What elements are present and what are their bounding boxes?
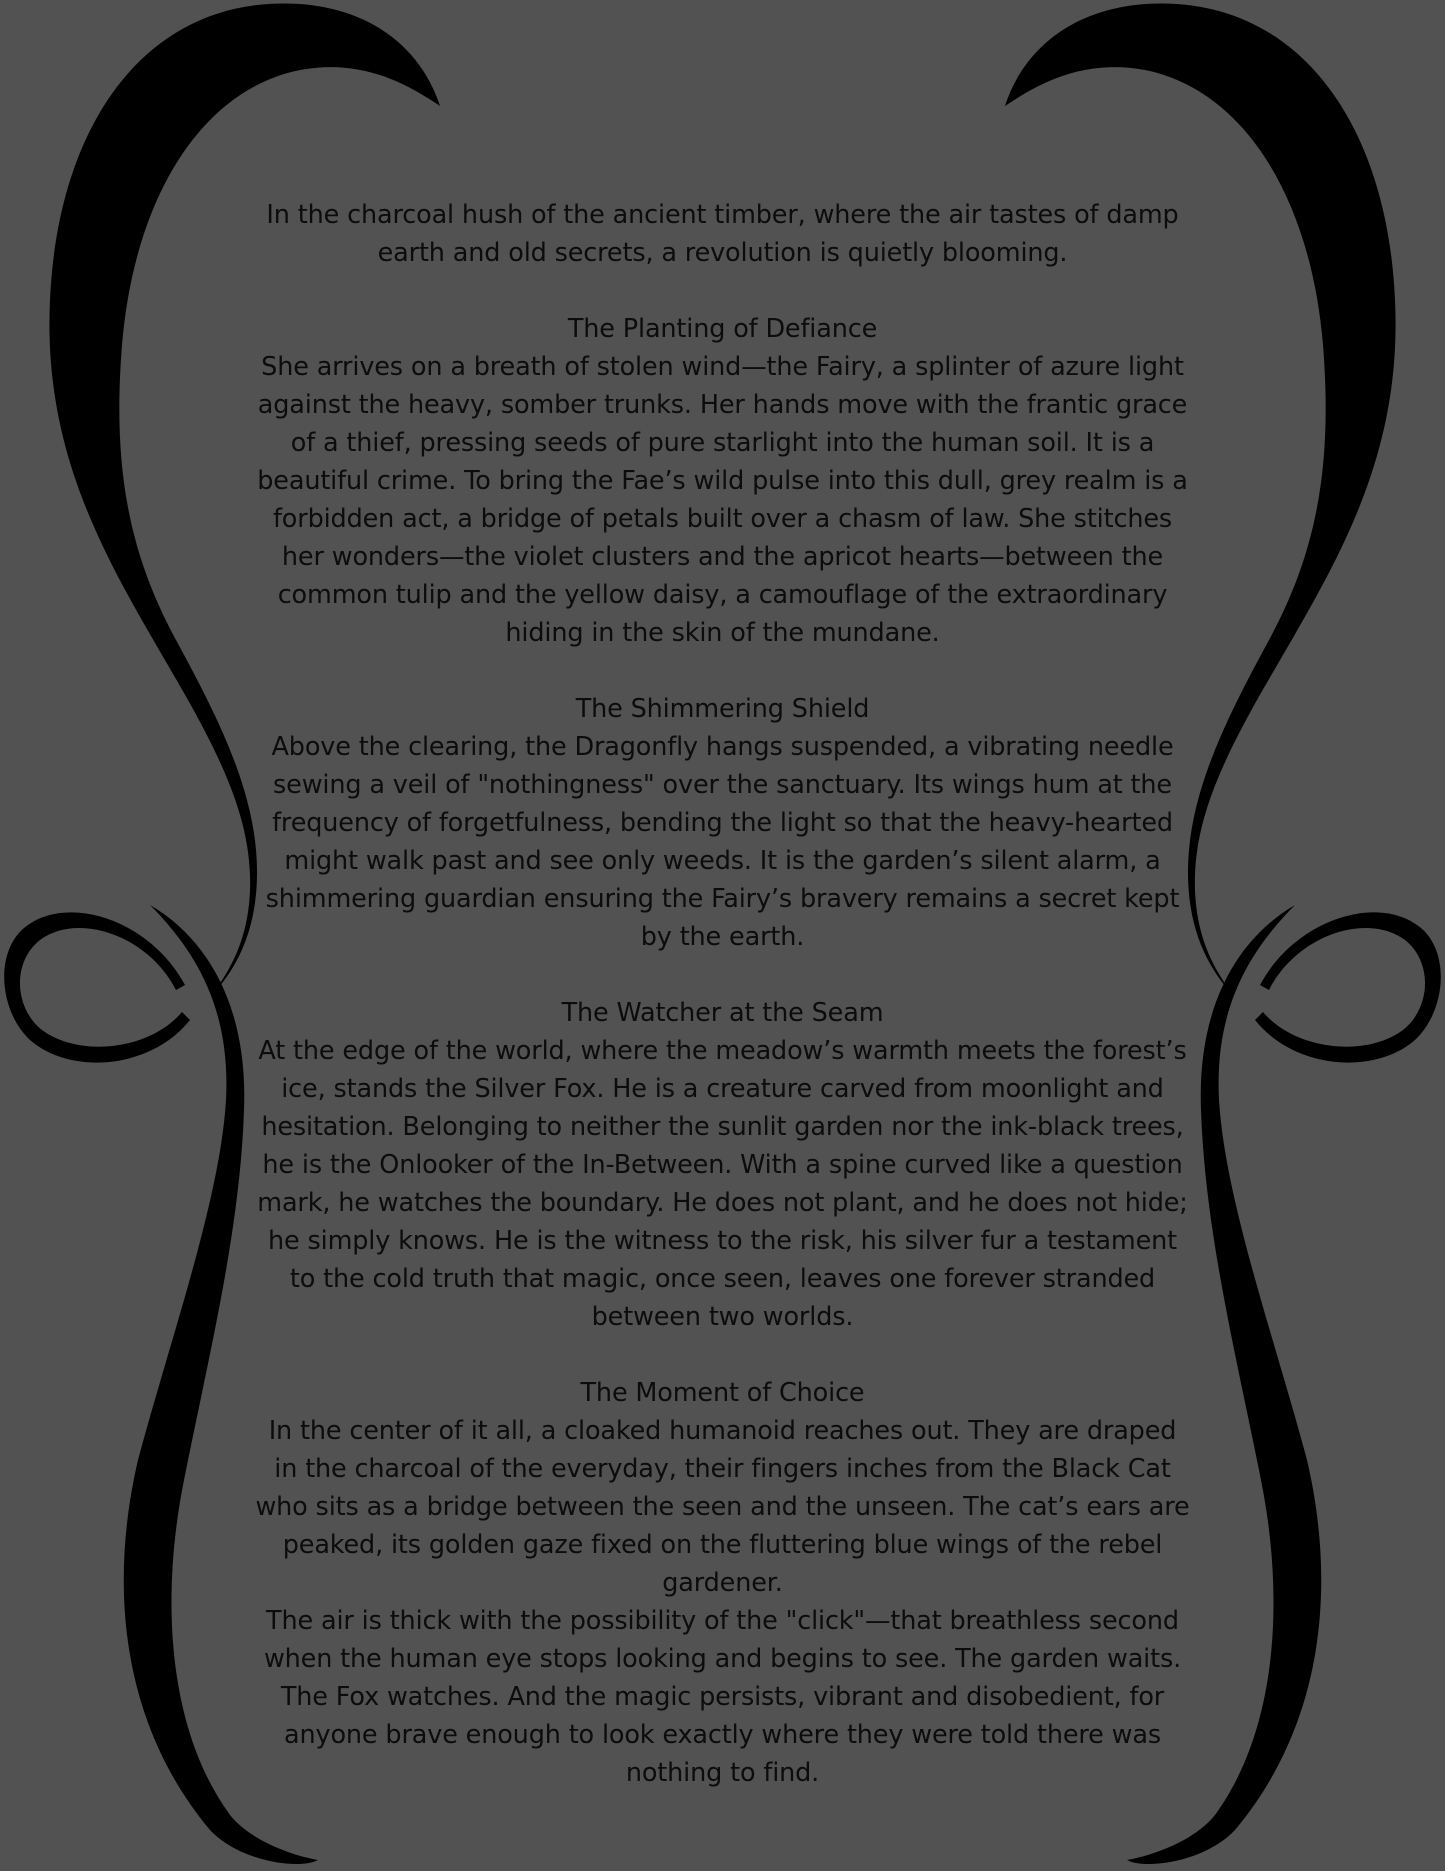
intro-paragraph: In the charcoal hush of the ancient timber, where the air tastes of damp earth and old secrets, a revolution is quietly blooming. [266, 200, 1179, 268]
section-heading-watcher: The Watcher at the Seam [561, 998, 884, 1028]
story-text [255, 196, 1190, 1792]
section-paragraph-watcher: At the edge of the world, where the meadow’s warmth meets the forest’s ice, stands the Silver Fox. He is a creature carved from moonlight and hesitation. Belonging to neither the sunlit garden nor the ink-black trees, he is the Onlooker of the In-Between. With a spine curved like a question mark, he watches the boundary. He does not plant, and he does not hide; he simply knows. He is the witness to the risk, his silver fur a testament to the cold truth that magic, once seen, leaves one forever stranded between two worlds. [257, 1036, 1188, 1332]
section-paragraph-planting: She arrives on a breath of stolen wind—the Fairy, a splinter of azure light against the heavy, somber trunks. Her hands move with the frantic grace of a thief, pressing seeds of pure starlight into the human soil. It is a beautiful crime. To bring the Fae’s wild pulse into this dull, grey realm is a forbidden act, a bridge of petals built over a chasm of law. She stitches her wonders—the violet clusters and the apricot hearts—between the common tulip and the yellow daisy, a camouflage of the extraordinary hiding in the skin of the mundane. [257, 352, 1188, 648]
section-paragraph-shield: Above the clearing, the Dragonfly hangs suspended, a vibrating needle sewing a veil of "nothingness" over the sanctuary. Its wings hum at the frequency of forgetfulness, bending the light so that the heavy-hearted might walk past and see only weeds. It is the garden’s silent alarm, a shimmering guardian ensuring the Fairy’s bravery remains a secret kept by the earth. [265, 732, 1180, 952]
section-heading-planting: The Planting of Defiance [567, 314, 878, 344]
section-paragraph-choice-1: In the center of it all, a cloaked humanoid reaches out. They are draped in the charcoal of the everyday, their fingers inches from the Black Cat who sits as a bridge between the seen and the unseen. The cat’s ears are peaked, its golden gaze fixed on the fluttering blue wings of the rebel gardener. [255, 1416, 1190, 1598]
section-heading-shield: The Shimmering Shield [575, 694, 870, 724]
section-paragraph-choice-2: The air is thick with the possibility of the "click"—that breathless second when the human eye stops looking and begins to see. The garden waits. The Fox watches. And the magic persists, vibrant and disobedient, for anyone brave enough to look exactly where they were told there was nothing to find. [263, 1606, 1182, 1788]
section-heading-choice: The Moment of Choice [580, 1378, 865, 1408]
